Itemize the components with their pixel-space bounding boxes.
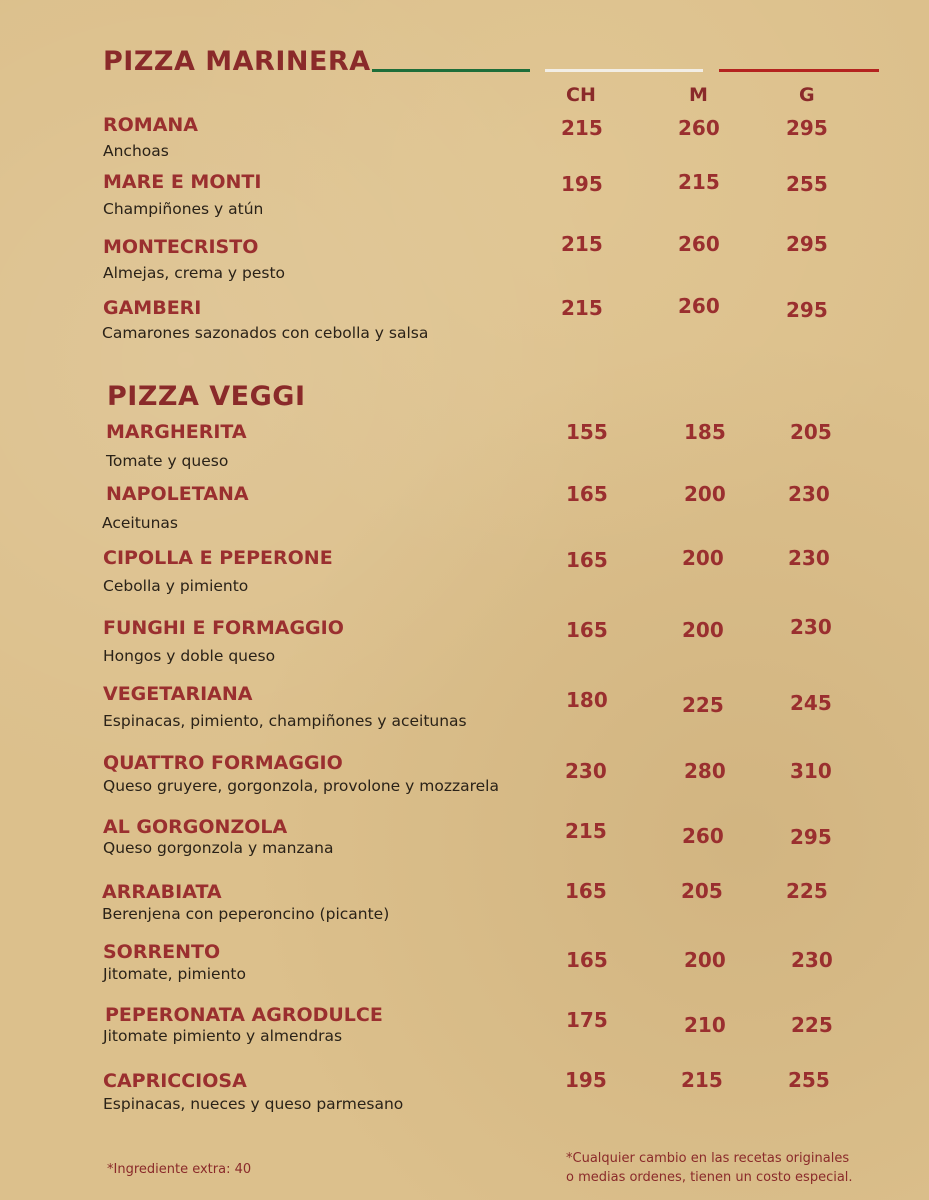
menu-item-desc: Champiñones y atún bbox=[103, 200, 264, 218]
price-g: 230 bbox=[788, 482, 830, 506]
price-m: 200 bbox=[682, 546, 724, 570]
price-ch: 215 bbox=[561, 116, 603, 140]
price-g: 295 bbox=[786, 116, 828, 140]
price-g: 225 bbox=[786, 879, 828, 903]
menu-item-name: FUNGHI E FORMAGGIO bbox=[103, 617, 344, 639]
price-m: 280 bbox=[684, 759, 726, 783]
menu-item-desc: Almejas, crema y pesto bbox=[103, 264, 286, 282]
price-g: 295 bbox=[786, 298, 828, 322]
menu-item-name: MONTECRISTO bbox=[103, 236, 259, 258]
menu-item-name: ARRABIATA bbox=[102, 881, 222, 903]
menu-item-name: AL GORGONZOLA bbox=[103, 816, 288, 838]
menu-item-desc: Hongos y doble queso bbox=[103, 647, 276, 665]
menu-item-desc: Espinacas, nueces y queso parmesano bbox=[103, 1095, 404, 1113]
section-title-marinera: PIZZA MARINERA bbox=[103, 46, 371, 77]
menu-item-desc: Anchoas bbox=[103, 142, 169, 160]
menu-item-desc: Berenjena con peperoncino (picante) bbox=[102, 905, 390, 923]
price-ch: 195 bbox=[561, 172, 603, 196]
menu-item-name: QUATTRO FORMAGGIO bbox=[103, 752, 343, 774]
menu-item-desc: Queso gruyere, gorgonzola, provolone y mozzarela bbox=[103, 777, 499, 795]
footnote-changes-line1: *Cualquier cambio en las recetas originales bbox=[566, 1151, 850, 1166]
price-g: 295 bbox=[786, 232, 828, 256]
menu-item-name: MARE E MONTI bbox=[103, 171, 262, 193]
price-g: 230 bbox=[790, 615, 832, 639]
price-m: 205 bbox=[681, 879, 723, 903]
flag-stripe-white bbox=[545, 69, 703, 72]
menu-item-name: CAPRICCIOSA bbox=[103, 1070, 247, 1092]
price-m: 260 bbox=[678, 116, 720, 140]
menu-item-desc: Espinacas, pimiento, champiñones y aceitunas bbox=[103, 712, 467, 730]
price-g: 255 bbox=[788, 1068, 830, 1092]
column-header-g: G bbox=[799, 84, 815, 106]
price-ch: 180 bbox=[566, 688, 608, 712]
price-g: 205 bbox=[790, 420, 832, 444]
menu-item-desc: Tomate y queso bbox=[106, 452, 229, 470]
price-m: 260 bbox=[678, 294, 720, 318]
menu-item-name: ROMANA bbox=[103, 114, 198, 136]
price-m: 215 bbox=[681, 1068, 723, 1092]
menu-item-name: GAMBERI bbox=[103, 297, 202, 319]
menu-item-name: NAPOLETANA bbox=[106, 483, 249, 505]
price-ch: 165 bbox=[566, 948, 608, 972]
price-g: 255 bbox=[786, 172, 828, 196]
footnote-extra-ingredient: *Ingrediente extra: 40 bbox=[107, 1162, 252, 1177]
column-header-ch: CH bbox=[566, 84, 596, 106]
menu-item-name: SORRENTO bbox=[103, 941, 221, 963]
price-ch: 165 bbox=[566, 482, 608, 506]
price-m: 200 bbox=[684, 482, 726, 506]
price-ch: 175 bbox=[566, 1008, 608, 1032]
price-ch: 165 bbox=[565, 879, 607, 903]
footnote-changes-line2: o medias ordenes, tienen un costo especial. bbox=[566, 1170, 853, 1185]
menu-item-desc: Cebolla y pimiento bbox=[103, 577, 249, 595]
price-m: 210 bbox=[684, 1013, 726, 1037]
price-ch: 155 bbox=[566, 420, 608, 444]
price-ch: 215 bbox=[561, 296, 603, 320]
menu-item-name: MARGHERITA bbox=[106, 421, 247, 443]
flag-stripe-red bbox=[719, 69, 879, 72]
menu-item-name: CIPOLLA E PEPERONE bbox=[103, 547, 333, 569]
price-m: 200 bbox=[684, 948, 726, 972]
price-m: 185 bbox=[684, 420, 726, 444]
price-ch: 195 bbox=[565, 1068, 607, 1092]
price-g: 245 bbox=[790, 691, 832, 715]
price-ch: 165 bbox=[566, 618, 608, 642]
flag-stripe-green bbox=[372, 69, 530, 72]
price-g: 295 bbox=[790, 825, 832, 849]
price-m: 260 bbox=[682, 824, 724, 848]
price-ch: 215 bbox=[565, 819, 607, 843]
price-m: 215 bbox=[678, 170, 720, 194]
menu-item-name: VEGETARIANA bbox=[103, 683, 253, 705]
price-g: 230 bbox=[791, 948, 833, 972]
column-header-m: M bbox=[689, 84, 708, 106]
menu-item-desc: Aceitunas bbox=[102, 514, 178, 532]
section-title-veggi: PIZZA VEGGI bbox=[107, 381, 306, 412]
price-m: 225 bbox=[682, 693, 724, 717]
menu-item-desc: Camarones sazonados con cebolla y salsa bbox=[102, 324, 429, 342]
price-g: 230 bbox=[788, 546, 830, 570]
price-ch: 165 bbox=[566, 548, 608, 572]
price-ch: 230 bbox=[565, 759, 607, 783]
menu-item-name: PEPERONATA AGRODULCE bbox=[105, 1004, 383, 1026]
menu-item-desc: Jitomate pimiento y almendras bbox=[103, 1027, 343, 1045]
menu-item-desc: Jitomate, pimiento bbox=[103, 965, 246, 983]
price-g: 225 bbox=[791, 1013, 833, 1037]
price-m: 260 bbox=[678, 232, 720, 256]
price-g: 310 bbox=[790, 759, 832, 783]
price-ch: 215 bbox=[561, 232, 603, 256]
menu-item-desc: Queso gorgonzola y manzana bbox=[103, 839, 334, 857]
price-m: 200 bbox=[682, 618, 724, 642]
